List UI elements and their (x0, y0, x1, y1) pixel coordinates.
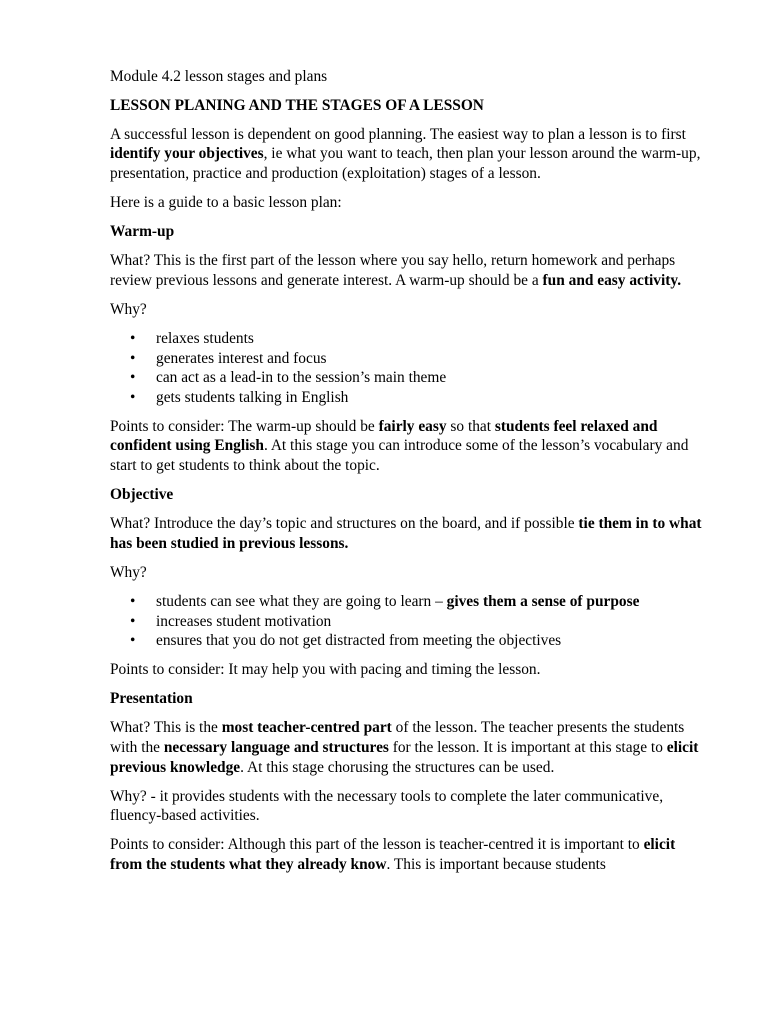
objective-what: What? Introduce the day’s topic and structures on the board, and if possible tie them in to what has been studied in previous lessons. (110, 515, 702, 552)
list-item: • ensures that you do not get distracted from meeting the objectives (110, 631, 706, 651)
presentation-why: Why? - it provides students with the necessary tools to complete the later communicative, fluency-based activities. (110, 787, 664, 825)
list-item: • students can see what they are going to learn – gives them a sense of purpose (110, 592, 706, 612)
module-title: Module 4.2 lesson stages and plans (110, 68, 328, 85)
guide-line: Here is a guide to a basic lesson plan: (110, 193, 342, 211)
warmup-why: Why? (110, 300, 147, 318)
objective-why: Why? (110, 563, 147, 581)
list-item: • generates interest and focus (110, 349, 706, 369)
presentation-what: What? This is the most teacher-centred part of the lesson. The teacher presents the students with the necessary language and structures for the lesson. It is important at this stage to elicit previous knowledge. At this stage chorusing the structures can be used. (110, 719, 699, 776)
objective-points: Points to consider: It may help you with pacing and timing the lesson. (110, 661, 541, 679)
list-item: • gets students talking in English (110, 388, 706, 408)
list-item: • can act as a lead-in to the session’s main theme (110, 368, 706, 388)
warmup-bullet-list (110, 329, 706, 407)
presentation-points: Points to consider: Although this part of the lesson is teacher-centred it is important to elicit from the students what they already know. This is important because students (110, 836, 676, 873)
objective-bullet-list (110, 592, 706, 651)
intro-paragraph: A successful lesson is dependent on good planning. The easiest way to plan a lesson is to first identify your objectives, ie what you want to teach, then plan your lesson around the warm-up, presentation, practice and production (exploitation) stages of a lesson. (110, 125, 701, 182)
main-heading: LESSON PLANING AND THE STAGES OF A LESSON (110, 96, 484, 114)
warmup-what: What? This is the first part of the lesson where you say hello, return homework and perhaps review previous lessons and generate interest. A warm-up should be a fun and easy activity. (110, 252, 682, 289)
presentation-heading: Presentation (110, 690, 193, 708)
warmup-heading: Warm-up (110, 223, 175, 241)
objective-heading: Objective (110, 486, 174, 504)
list-item: • increases student motivation (110, 612, 706, 632)
warmup-points: Points to consider: The warm-up should be fairly easy so that students feel relaxed and confident using English. At this stage you can introduce some of the lesson’s vocabulary and start to get students to think about the topic. (110, 417, 689, 474)
document-body (110, 67, 706, 884)
list-item: • relaxes students (110, 329, 706, 349)
